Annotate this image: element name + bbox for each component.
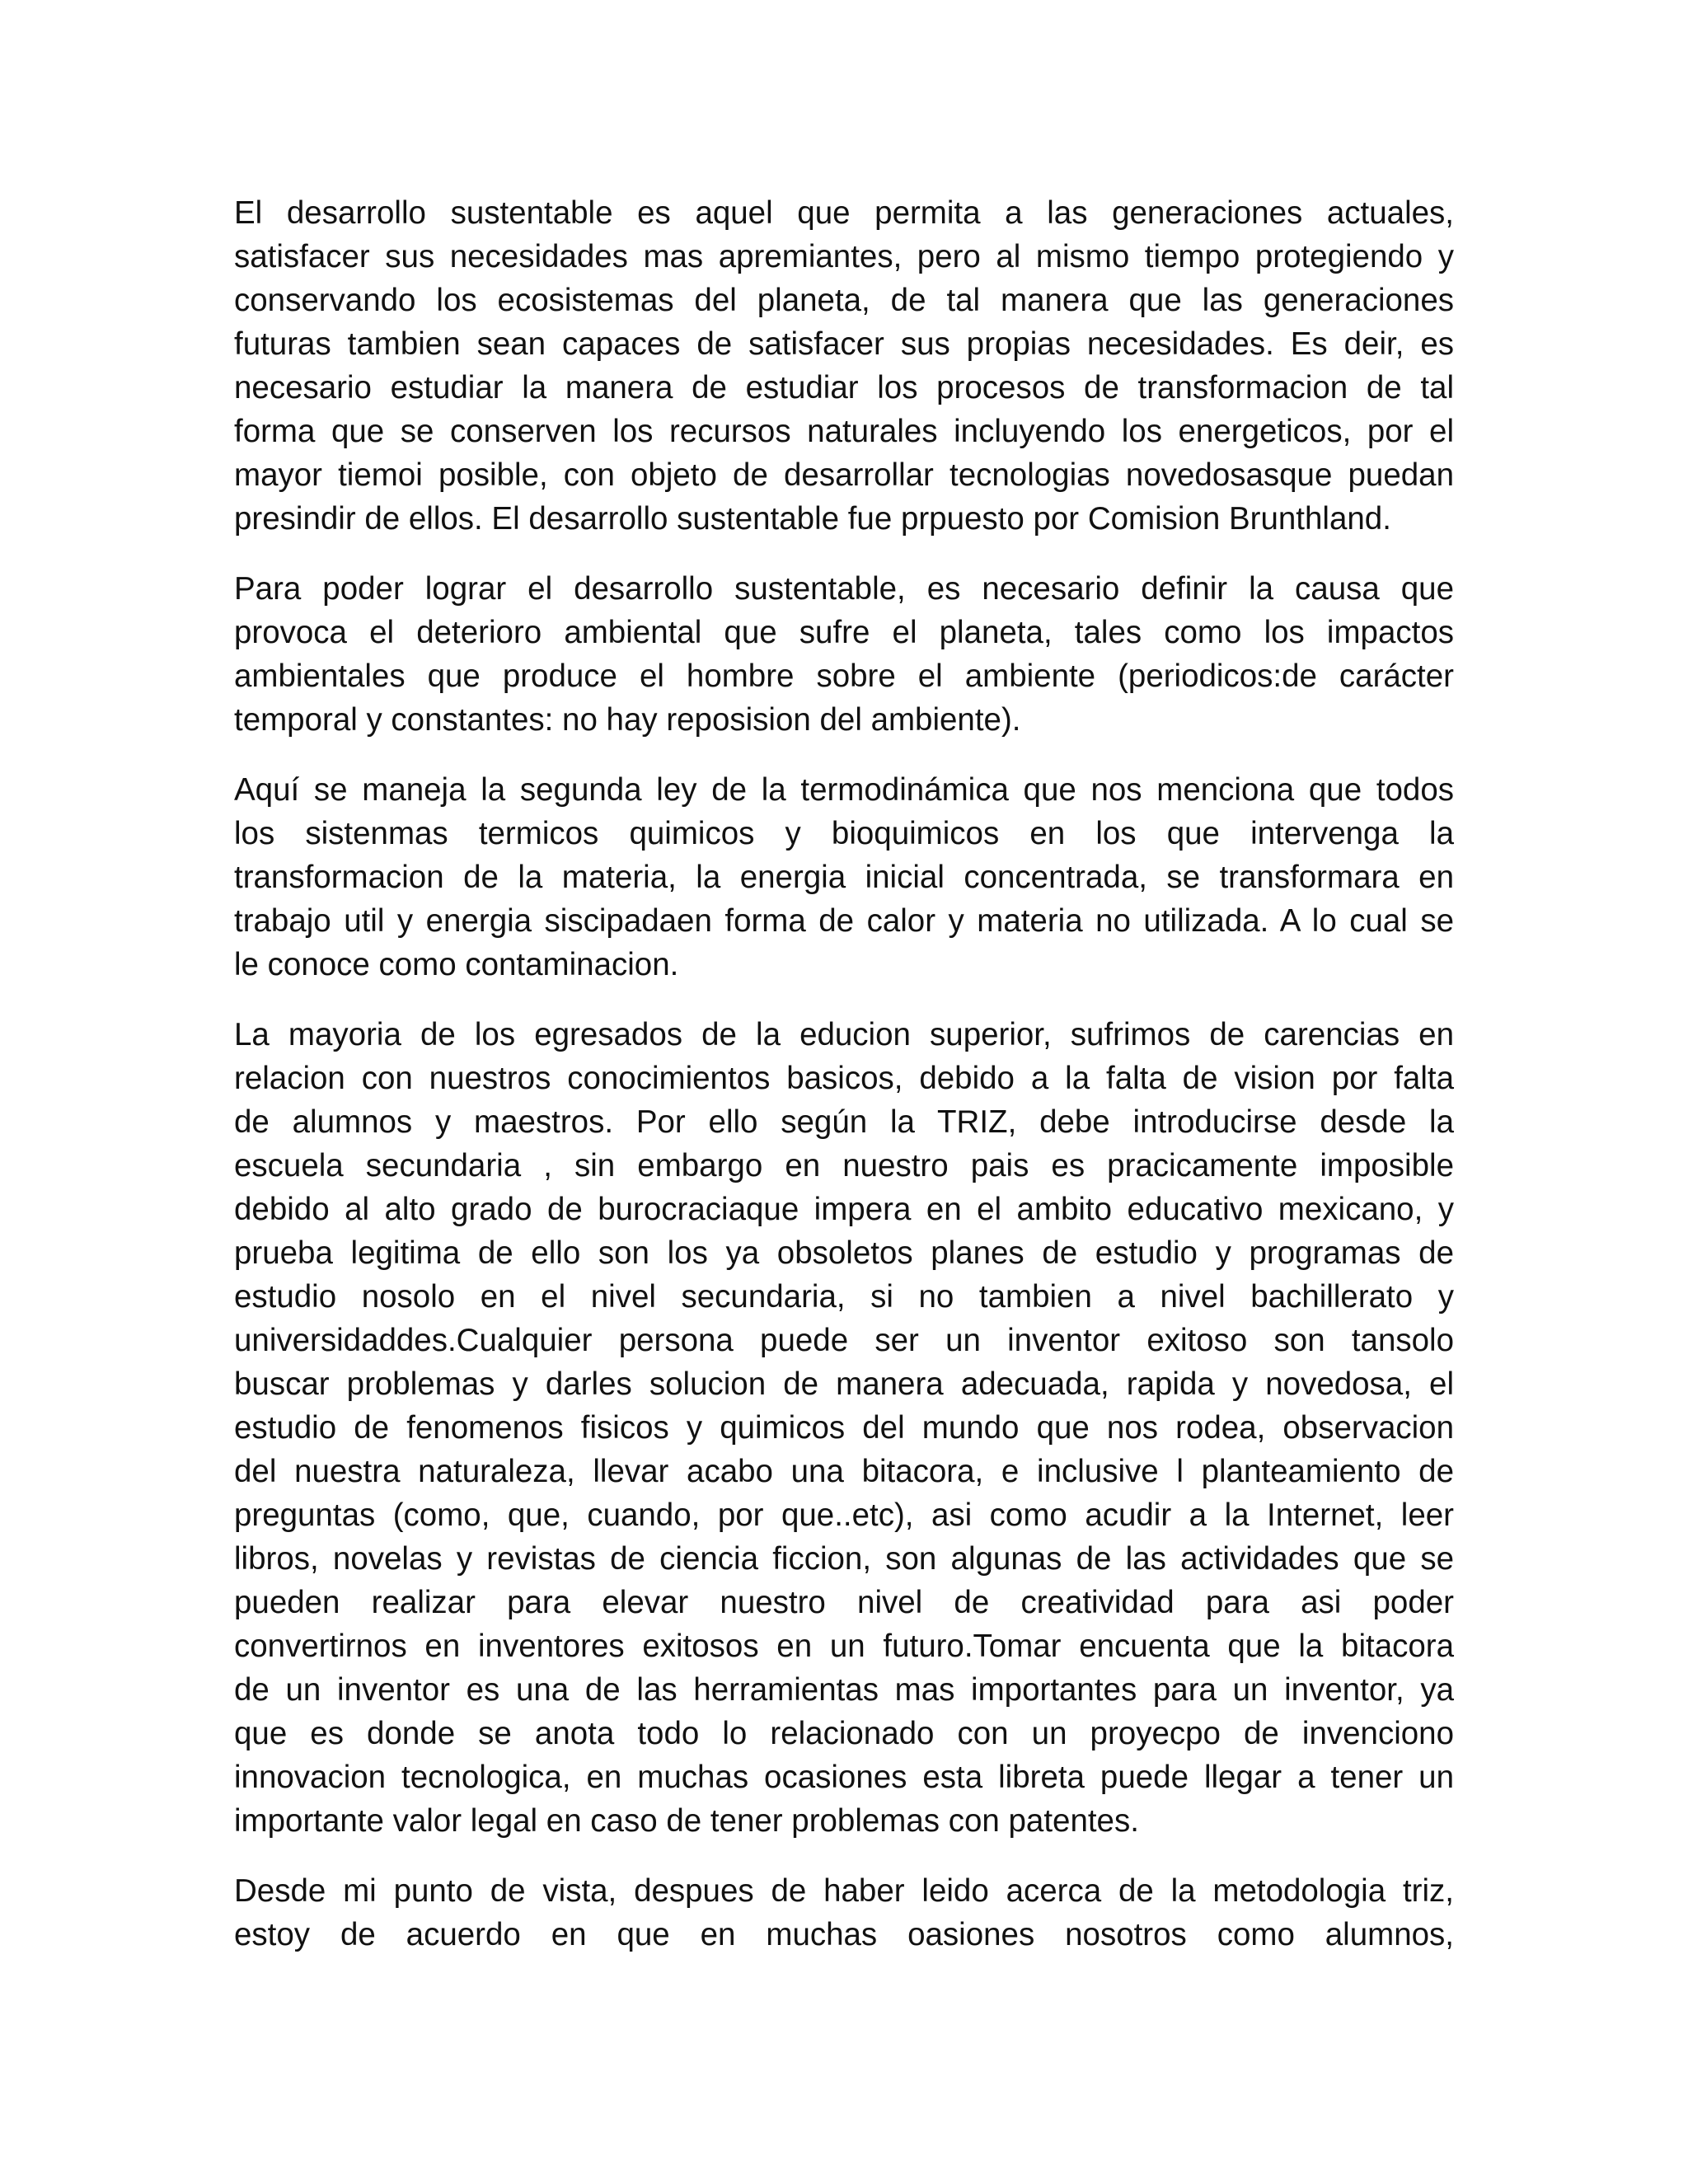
text-line: futuras tambien sean capaces de satisfacer sus propias necesidades. Es deir, es xyxy=(234,326,1454,362)
paragraph xyxy=(234,191,1454,541)
text-line: conservando los ecosistemas del planeta, de tal manera que las generaciones xyxy=(234,283,1454,318)
text-line: convertirnos en inventores exitosos en un futuro.Tomar encuenta que la bitacora xyxy=(234,1629,1454,1664)
text-line: importante valor legal en caso de tener problemas con patentes. xyxy=(234,1803,1139,1839)
text-line: le conoce como contaminacion. xyxy=(234,947,679,982)
text-line: ambientales que produce el hombre sobre el ambiente (periodicos:de carácter xyxy=(234,658,1454,694)
document-body xyxy=(234,191,1454,1983)
text-line: libros, novelas y revistas de ciencia ficcion, son algunas de las actividades que se xyxy=(234,1541,1454,1577)
text-line: debido al alto grado de burocraciaque impera en el ambito educativo mexicano, y xyxy=(234,1192,1454,1227)
text-line: temporal y constantes: no hay reposision del ambiente). xyxy=(234,702,1021,738)
text-line: trabajo util y energia siscipadaen forma de calor y materia no utilizada. A lo cual se xyxy=(234,903,1454,939)
text-line: estudio de fenomenos fisicos y quimicos del mundo que nos rodea, observacion xyxy=(234,1410,1454,1446)
text-line: escuela secundaria , sin embargo en nuestro pais es pracicamente imposible xyxy=(234,1148,1454,1183)
paragraph xyxy=(234,1869,1454,1957)
text-line: buscar problemas y darles solucion de manera adecuada, rapida y novedosa, el xyxy=(234,1366,1454,1402)
text-line: los sistenmas termicos quimicos y bioquimicos en los que intervenga la xyxy=(234,816,1454,851)
text-line: del nuestra naturaleza, llevar acabo una bitacora, e inclusive l planteamiento de xyxy=(234,1454,1454,1489)
text-line: estudio nosolo en el nivel secundaria, si no tambien a nivel bachillerato y xyxy=(234,1279,1454,1315)
text-line: provoca el deterioro ambiental que sufre el planeta, tales como los impactos xyxy=(234,615,1454,650)
text-line: universidaddes.Cualquier persona puede ser un inventor exitoso son tansolo xyxy=(234,1323,1454,1358)
text-line: transformacion de la materia, la energia inicial concentrada, se transformara en xyxy=(234,860,1454,895)
text-line: Desde mi punto de vista, despues de haber leido acerca de la metodologia triz, xyxy=(234,1873,1454,1909)
text-line: El desarrollo sustentable es aquel que permita a las generaciones actuales, xyxy=(234,195,1454,231)
text-line: relacion con nuestros conocimientos basicos, debido a la falta de vision por falta xyxy=(234,1061,1454,1096)
text-line: Aquí se maneja la segunda ley de la termodinámica que nos menciona que todos xyxy=(234,772,1454,808)
text-line: La mayoria de los egresados de la educion superior, sufrimos de carencias en xyxy=(234,1017,1454,1052)
text-line: que es donde se anota todo lo relacionado con un proyecpo de invenciono xyxy=(234,1716,1454,1751)
text-line: satisfacer sus necesidades mas apremiantes, pero al mismo tiempo protegiendo y xyxy=(234,239,1454,274)
text-line: presindir de ellos. El desarrollo sustentable fue prpuesto por Comision Brunthland. xyxy=(234,501,1391,537)
paragraph xyxy=(234,768,1454,987)
text-line: pueden realizar para elevar nuestro nivel de creatividad para asi poder xyxy=(234,1585,1454,1620)
paragraph xyxy=(234,567,1454,742)
text-line: forma que se conserven los recursos naturales incluyendo los energeticos, por el xyxy=(234,414,1454,449)
text-line: prueba legitima de ello son los ya obsoletos planes de estudio y programas de xyxy=(234,1235,1454,1271)
paragraph xyxy=(234,1013,1454,1843)
text-line: de alumnos y maestros. Por ello según la TRIZ, debe introducirse desde la xyxy=(234,1104,1454,1140)
text-line: preguntas (como, que, cuando, por que..etc), asi como acudir a la Internet, leer xyxy=(234,1497,1454,1533)
text-line: estoy de acuerdo en que en muchas oasiones nosotros como alumnos, xyxy=(234,1917,1454,1952)
text-line: mayor tiemoi posible, con objeto de desarrollar tecnologias novedosasque puedan xyxy=(234,457,1454,493)
text-line: Para poder lograr el desarrollo sustentable, es necesario definir la causa que xyxy=(234,571,1454,607)
text-line: innovacion tecnologica, en muchas ocasiones esta libreta puede llegar a tener un xyxy=(234,1760,1454,1795)
text-line: necesario estudiar la manera de estudiar los procesos de transformacion de tal xyxy=(234,370,1454,405)
text-line: de un inventor es una de las herramientas mas importantes para un inventor, ya xyxy=(234,1672,1454,1708)
